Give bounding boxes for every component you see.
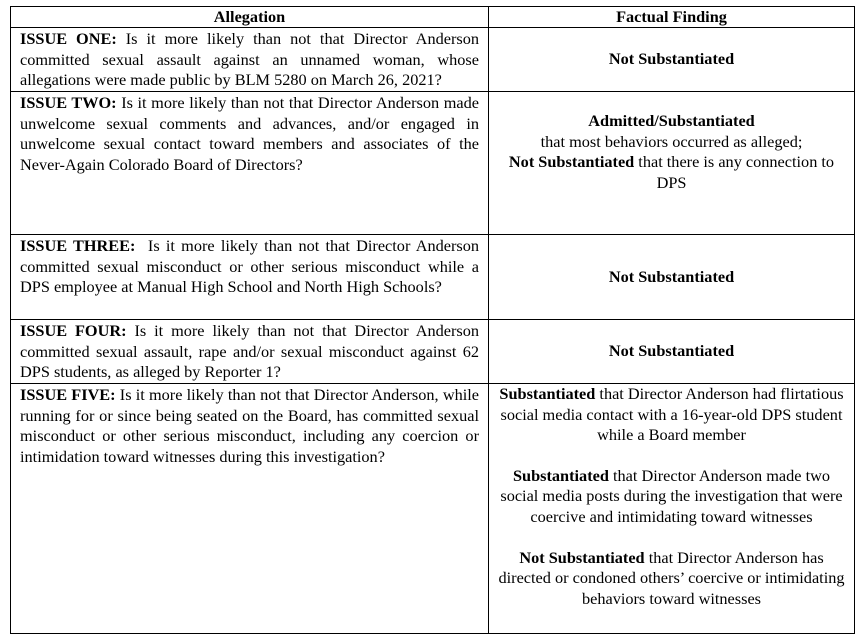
allegation-cell xyxy=(11,235,489,320)
finding-cell xyxy=(489,384,855,634)
finding-cell xyxy=(489,235,855,320)
allegation-cell xyxy=(11,384,489,634)
finding-status: Substantiated xyxy=(499,384,596,403)
table-row xyxy=(11,28,855,92)
finding-status: Not Substantiated xyxy=(508,152,635,172)
issue-label: ISSUE FOUR: xyxy=(20,321,127,340)
finding-detail: that most behaviors occurred as alleged; xyxy=(540,131,803,151)
issue-question: Is it more likely than not that Director Anderson committed sexual assault against an unnamed woman, whose allegations were made public by BLM 5280 on March 26, 2021? xyxy=(20,29,479,90)
issue-label: ISSUE ONE: xyxy=(20,29,117,48)
finding-detail: that Director Anderson had flirtatious social media contact with a 16-year-old DPS student while a Board member xyxy=(500,384,844,445)
issue-question: Is it more likely than not that Director Anderson made unwelcome sexual comments and advances, and/or engaged in unwelcome sexual contact toward members and associates of the Never-Again Colorado Board of Directors? xyxy=(20,93,479,174)
table-row xyxy=(11,384,855,634)
finding-cell xyxy=(489,320,855,384)
finding-status: Substantiated xyxy=(512,465,609,485)
allegation-cell xyxy=(11,320,489,384)
issue-label: ISSUE TWO: xyxy=(20,93,117,112)
finding-status: Not Substantiated xyxy=(608,49,735,69)
allegation-cell xyxy=(11,28,489,92)
finding-detail: that Director Anderson has directed or condoned others’ coercive or intimidating behaviors toward witnesses xyxy=(498,547,845,608)
finding-status: Not Substantiated xyxy=(519,547,645,567)
finding-cell xyxy=(489,92,855,235)
finding-status: Not Substantiated xyxy=(608,266,735,286)
allegation-header: Allegation xyxy=(11,7,489,28)
issue-label: ISSUE FIVE: xyxy=(20,385,116,404)
findings-table xyxy=(10,6,855,634)
finding-header: Factual Finding xyxy=(489,7,855,28)
issue-question: Is it more likely than not that Director Anderson committed sexual misconduct or other serious misconduct while a DPS employee at Manual High School and North High Schools? xyxy=(20,236,480,297)
issue-question: Is it more likely than not that Director Anderson committed sexual assault, rape and/or sexual misconduct against 62 DPS students, as alleged by Reporter 1? xyxy=(20,321,479,382)
finding-status: Admitted/Substantiated xyxy=(588,111,755,130)
table-row xyxy=(11,320,855,384)
issue-label: ISSUE THREE: xyxy=(20,236,136,255)
finding-status: Not Substantiated xyxy=(608,341,735,361)
finding-detail: that there is any connection to DPS xyxy=(634,152,835,192)
table-row xyxy=(11,92,855,235)
finding-cell xyxy=(489,28,855,92)
allegation-cell xyxy=(11,92,489,235)
finding-detail: that Director Anderson made two social media posts during the investigation that were coercive and intimidating toward witnesses xyxy=(500,465,843,526)
issue-question: Is it more likely than not that Director Anderson, while running for or since being seated on the Board, has committed sexual misconduct or other serious misconduct, including any coercion or intimidation toward witnesses during this investigation? xyxy=(20,385,479,466)
header-row xyxy=(11,7,855,28)
table-row xyxy=(11,235,855,320)
